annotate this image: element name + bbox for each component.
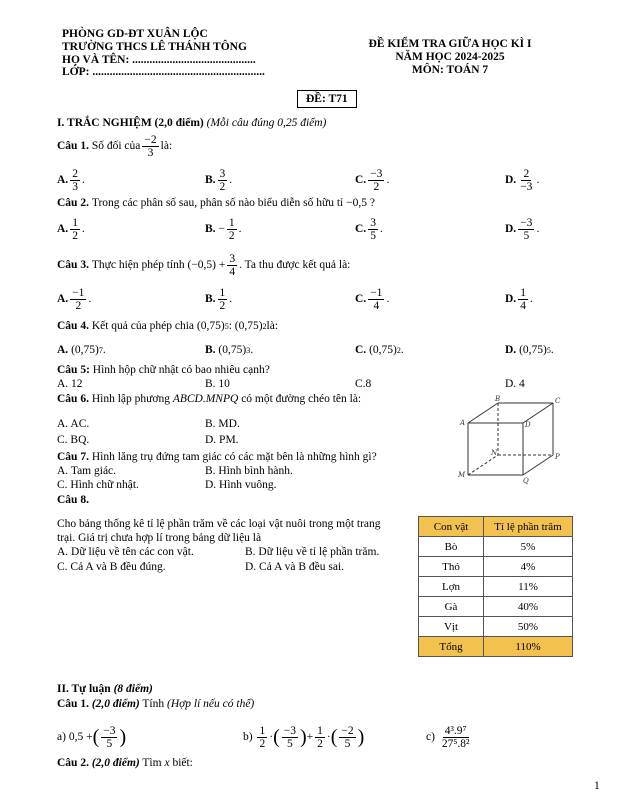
q1-stem <box>57 131 172 161</box>
q3-option-c[interactable]: C. $\frac{-1}{4}$ . <box>355 286 390 312</box>
q8-option-d[interactable]: D. Cả A và B đều sai. <box>245 561 345 573</box>
q2-option-a[interactable]: A. $\frac{1}{2}$ . <box>57 216 85 242</box>
vertex-q: Q <box>523 477 529 485</box>
q5-option-d[interactable]: D. 4 <box>505 378 525 390</box>
table-row <box>419 597 573 617</box>
q1-text: Số đối của <box>91 140 141 152</box>
table-row <box>419 577 573 597</box>
q1-option-d[interactable]: D. $\frac{2}{-3}$ . <box>505 167 540 193</box>
q6-option-b[interactable]: B. MD. <box>205 418 240 430</box>
q5-option-a[interactable]: A. 12 <box>57 378 83 390</box>
q1-text-end: là: <box>160 140 173 152</box>
q5-option-c[interactable]: C.8 <box>355 378 372 390</box>
q4-label: Câu 4. <box>57 320 89 332</box>
q6-stem: Câu 6. Hình lập phương ABCD.MNPQ có một đường chéo tên là: <box>57 393 362 405</box>
q1-option-a[interactable]: A. $\frac{2}{3}$ . <box>57 167 85 193</box>
vertex-b: B <box>495 395 501 403</box>
vertex-a: A <box>460 419 466 427</box>
q8-text-line1: Cho bảng thống kê tỉ lệ phần trăm về các loại vật nuôi trong một trang <box>57 518 381 530</box>
school-name: TRƯỜNG THCS LÊ THÁNH TÔNG <box>62 41 247 53</box>
table-header-row <box>419 517 573 537</box>
table-cell: Bò <box>419 537 484 557</box>
q2-stem <box>57 196 375 210</box>
q1-label: Câu 1. <box>57 140 89 152</box>
q6-option-c[interactable]: C. BQ. <box>57 434 90 446</box>
q1-option-c[interactable]: C. $\frac{-3}{2}$ . <box>355 167 390 193</box>
q4-option-c[interactable]: C. (0,75) 2 . <box>355 344 404 356</box>
q5-option-b[interactable]: B. 10 <box>205 378 230 390</box>
q2-text: Trong các phân số sau, phân số nào biểu diễn số hữu tỉ −0,5 ? <box>91 197 375 209</box>
table-row <box>419 537 573 557</box>
section2-title: II. Tự luận <box>57 683 111 695</box>
table-header: Con vật <box>419 517 484 537</box>
q6-option-d[interactable]: D. PM. <box>205 434 239 446</box>
table-total-row <box>419 637 573 657</box>
table-cell: Thỏ <box>419 557 484 577</box>
vertex-m: M <box>458 471 466 479</box>
q3-fraction: $\frac{3}{4}$ <box>229 252 236 278</box>
table-cell: Lợn <box>419 577 484 597</box>
q8-label: Câu 8. <box>57 494 89 506</box>
q3-option-d[interactable]: D. $\frac{1}{4}$ . <box>505 286 533 312</box>
table-cell: 40% <box>484 597 573 617</box>
header-left <box>62 28 265 79</box>
table-header: Tỉ lệ phần trăm <box>484 517 573 537</box>
p1-part-c: c) $\frac{\text{4³.9⁷}}{\text{27⁵.8²}}$ <box>426 724 470 750</box>
section1-note: (Mỗi câu đúng 0,25 điểm) <box>206 117 327 129</box>
q4-option-b[interactable]: B. (0,75) 3 . <box>205 344 254 356</box>
table-cell: 50% <box>484 617 573 637</box>
table-row <box>419 557 573 577</box>
section1-heading <box>57 117 326 129</box>
p2-stem: Câu 2. (2,0 điểm) Tìm x biết: <box>57 757 193 769</box>
q4-stem: Câu 4. Kết quả của phép chia (0,75) 5 : (0,75) 2 là: <box>57 320 279 332</box>
exam-code: ĐỀ: T71 <box>297 90 357 108</box>
school-year: NĂM HỌC 2024-2025 <box>395 51 505 63</box>
q4-text: Kết quả của phép chia <box>91 320 195 332</box>
q1-option-b[interactable]: B. $\frac{3}{2}$ . <box>205 167 233 193</box>
cube-diagram <box>455 395 570 485</box>
class-line: LỚP: ............................................................ <box>62 66 265 78</box>
table-cell: 5% <box>484 537 573 557</box>
q8-option-b[interactable]: B. Dữ liệu về tỉ lệ phần trăm. <box>245 546 380 558</box>
q4-option-d[interactable]: D. (0,75) 5 . <box>505 344 554 356</box>
q7-option-b[interactable]: B. Hình bình hành. <box>205 465 293 477</box>
section2-heading <box>57 683 153 695</box>
table-cell: 4% <box>484 557 573 577</box>
page-number: 1 <box>594 780 600 792</box>
q2-option-b[interactable]: B. − $\frac{1}{2}$ . <box>205 216 242 242</box>
q7-option-c[interactable]: C. Hình chữ nhật. <box>57 479 139 491</box>
q3-option-b[interactable]: B. $\frac{1}{2}$ . <box>205 286 233 312</box>
q2-option-c[interactable]: C. $\frac{3}{5}$ . <box>355 216 383 242</box>
header-right <box>340 38 560 77</box>
q3-text-end: . Ta thu được kết quả là: <box>239 259 351 271</box>
vertex-c: C <box>555 397 561 405</box>
q1-fraction: $\frac{-2}{3}$ <box>144 133 157 159</box>
table-row <box>419 617 573 637</box>
vertex-d: D <box>525 421 531 429</box>
name-line: HỌ VÀ TÊN: ........................................... <box>62 54 256 66</box>
table-cell: Gà <box>419 597 484 617</box>
table-cell: Tổng <box>419 637 484 657</box>
q7-option-d[interactable]: D. Hình vuông. <box>205 479 277 491</box>
livestock-table <box>418 516 573 657</box>
q3-text: Thực hiện phép tính (−0,5) + <box>91 259 226 271</box>
q2-option-d[interactable]: D. $\frac{-3}{5}$ . <box>505 216 540 242</box>
q5-stem: Câu 5: Hình hộp chữ nhật có bao nhiêu cạnh? <box>57 364 270 376</box>
q3-stem <box>57 250 350 280</box>
exam-title: ĐỀ KIỂM TRA GIỮA HỌC KÌ I <box>368 38 532 50</box>
q7-stem: Câu 7. Hình lăng trụ đứng tam giác có các mặt bên là những hình gì? <box>57 451 377 463</box>
cube-name: ABCD.MNPQ <box>172 393 239 405</box>
q6-option-a[interactable]: A. AC. <box>57 418 90 430</box>
dept-name: PHÒNG GD-ĐT XUÂN LỘC <box>62 28 208 40</box>
q7-option-a[interactable]: A. Tam giác. <box>57 465 117 477</box>
q8-option-a[interactable]: A. Dữ liệu về tên các con vật. <box>57 546 194 558</box>
q3-option-a[interactable]: A. $\frac{-1}{2}$ . <box>57 286 92 312</box>
q8-option-c[interactable]: C. Cả A và B đều đúng. <box>57 561 166 573</box>
q8-text-line2: trại. Giá trị chưa hợp lí trong bảng dữ liệu là <box>57 532 262 544</box>
section2-points: (8 điểm) <box>113 683 153 695</box>
q3-label: Câu 3. <box>57 259 89 271</box>
q4-option-a[interactable]: A. (0,75) 7 . <box>57 344 106 356</box>
p1-part-a: a) 0,5 + ( $\frac{-3}{5}$ ) <box>57 724 127 750</box>
vertex-n: N <box>491 449 498 457</box>
vertex-p: P <box>555 453 560 461</box>
p1-part-b: b) $\frac{1}{2}$ · ( $\frac{-3}{5}$ ) + $\frac{1}{2}$ · ( $\frac{-2}{5}$ ) <box>243 724 365 750</box>
subject: MÔN: TOÁN 7 <box>411 64 489 76</box>
p1-stem: Câu 1. (2,0 điểm) Tính (Hợp lí nếu có thể) <box>57 698 255 710</box>
table-cell: 110% <box>484 637 573 657</box>
table-cell: 11% <box>484 577 573 597</box>
q2-label: Câu 2. <box>57 197 89 209</box>
section1-title: I. TRẮC NGHIỆM (2,0 điểm) <box>57 117 204 129</box>
table-cell: Vịt <box>419 617 484 637</box>
